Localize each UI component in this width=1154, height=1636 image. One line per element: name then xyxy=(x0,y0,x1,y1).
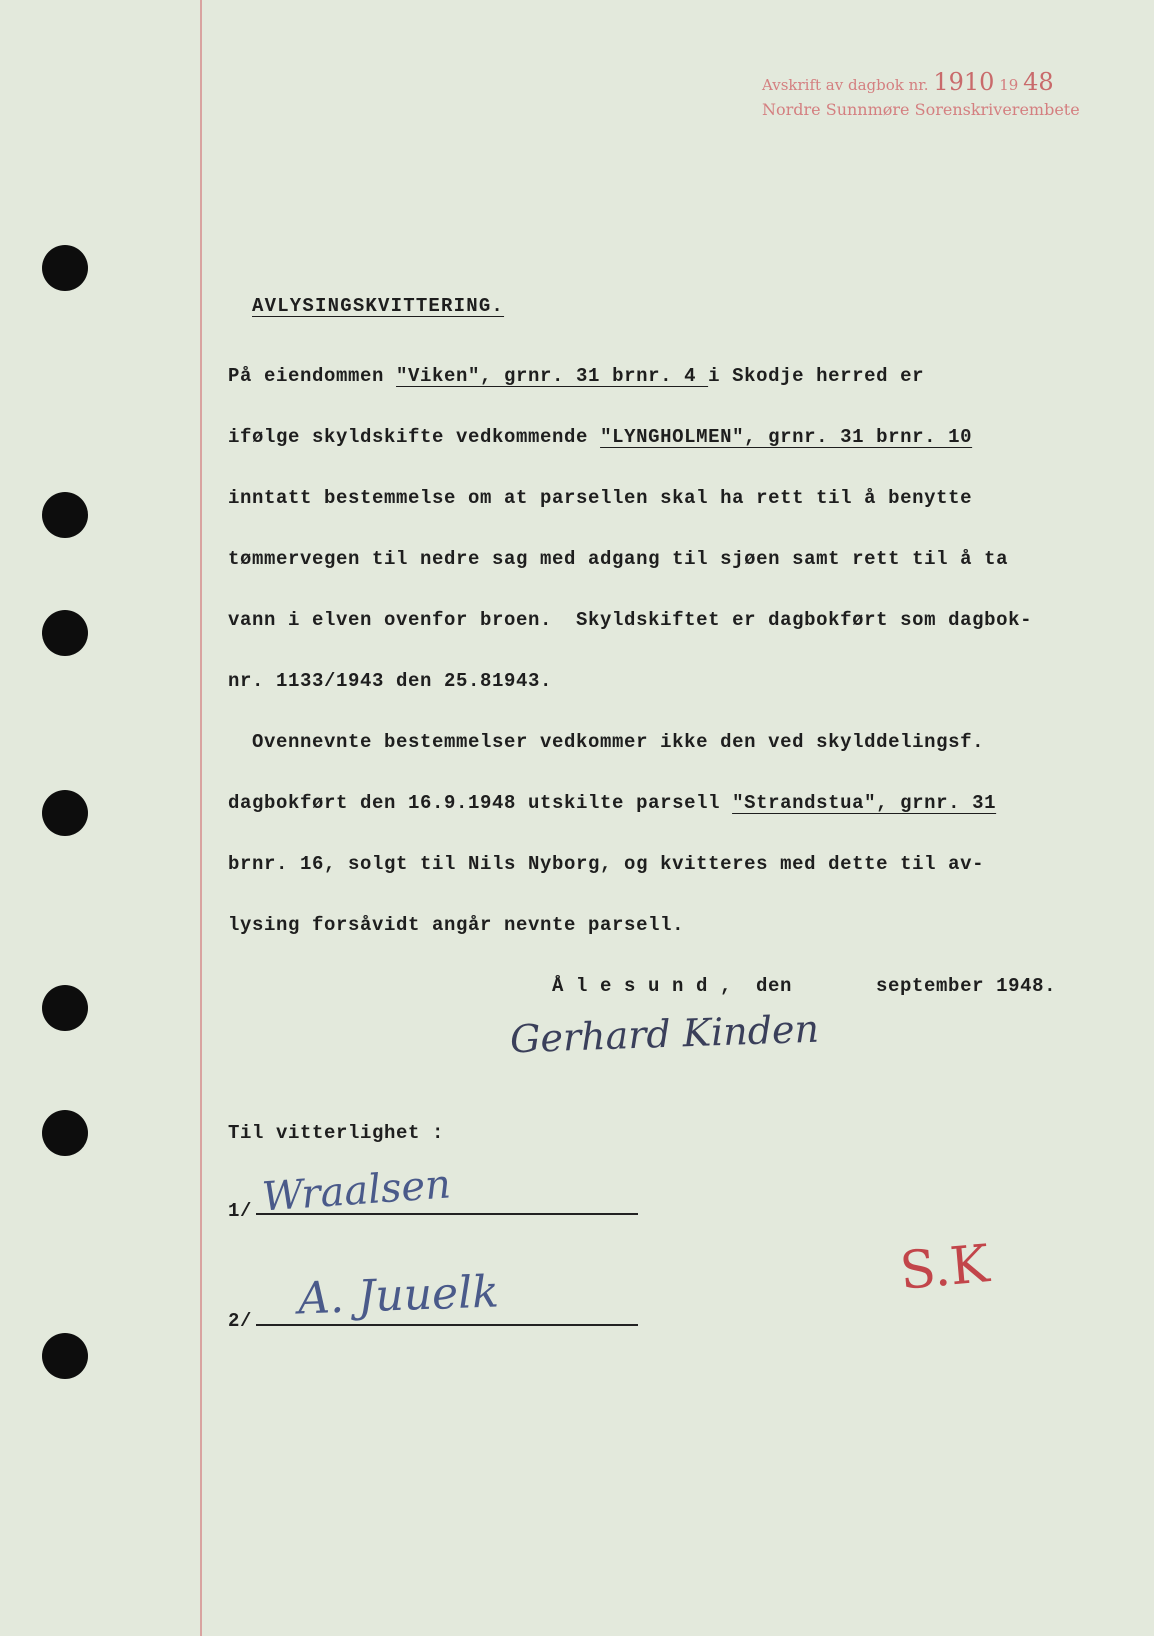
margin-rule xyxy=(200,0,202,1636)
punch-hole xyxy=(42,1110,88,1156)
body-line xyxy=(228,426,972,448)
witness-1-label: 1/ xyxy=(228,1200,253,1222)
stamp-number: 1910 xyxy=(933,68,995,96)
punch-hole xyxy=(42,492,88,538)
witness-2-signature: A. Juuelk xyxy=(297,1266,500,1325)
initials-mark: S.K xyxy=(897,1234,992,1302)
body-text: ifølge skyldskifte vedkommende xyxy=(228,426,601,448)
witness-2-label: 2/ xyxy=(228,1310,253,1332)
witness-1-signature: Wraalsen xyxy=(260,1161,453,1221)
body-line xyxy=(228,548,1008,570)
body-text: nr. 1133/1943 den 25.81943. xyxy=(228,670,553,692)
underlined-text: "Viken", grnr. 31 brnr. 4 xyxy=(396,365,709,387)
witness-heading: Til vitterlighet : xyxy=(228,1122,445,1144)
body-text: tømmervegen til nedre sag med adgang til sjøen samt rett til å ta xyxy=(228,548,1009,570)
body-text: vann i elven ovenfor broen. Skyldskiftet er dagbokført som dagbok- xyxy=(228,609,1033,631)
body-text: dagbokført den 16.9.1948 utskilte parsell xyxy=(228,792,733,814)
body-text: lysing forsåvidt angår nevnte parsell. xyxy=(228,914,685,936)
punch-hole xyxy=(42,985,88,1031)
body-line xyxy=(228,609,1032,631)
body-line xyxy=(228,487,972,509)
underlined-text: "Strandstua", grnr. 31 xyxy=(732,792,997,814)
body-text: inntatt bestemmelse om at parsellen skal ha rett til å benytte xyxy=(228,487,973,509)
stamp-year-suffix: 48 xyxy=(1023,68,1054,96)
stamp-year-prefix: 19 xyxy=(999,76,1019,94)
body-line xyxy=(228,731,984,753)
body-text: i Skodje herred er xyxy=(708,365,925,387)
witness-2-line xyxy=(256,1324,638,1326)
body-line xyxy=(228,670,552,692)
registry-stamp xyxy=(762,68,1054,96)
underlined-text: "LYNGHOLMEN", grnr. 31 brnr. 10 xyxy=(600,426,973,448)
body-text: På eiendommen xyxy=(228,365,397,387)
punch-hole xyxy=(42,1333,88,1379)
stamp-office: Nordre Sunnmøre Sorenskriverembete xyxy=(762,100,1080,119)
place-date: Å l e s u n d , den september 1948. xyxy=(552,975,1057,997)
punch-hole xyxy=(42,245,88,291)
body-text: brnr. 16, solgt til Nils Nyborg, og kvitteres med dette til av- xyxy=(228,853,985,875)
document-title: AVLYSINGSKVITTERING. xyxy=(252,295,505,317)
body-line xyxy=(228,914,684,936)
punch-hole xyxy=(42,610,88,656)
body-text: Ovennevnte bestemmelser vedkommer ikke den ved skylddelingsf. xyxy=(228,731,985,753)
stamp-prefix: Avskrift av dagbok nr. xyxy=(762,76,929,94)
body-line xyxy=(228,365,924,387)
punch-hole xyxy=(42,790,88,836)
body-line xyxy=(228,792,996,814)
judge-signature: Gerhard Kinden xyxy=(509,1006,820,1062)
body-line xyxy=(228,853,984,875)
